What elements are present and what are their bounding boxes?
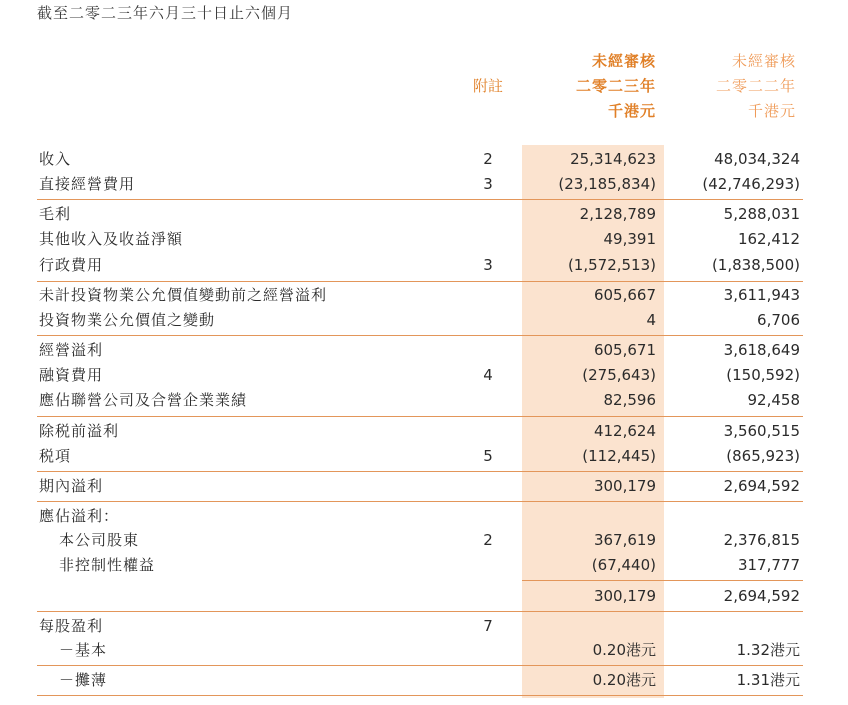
row-label: －攤薄	[59, 671, 108, 689]
row-label: 投資物業公允價值之變動	[39, 311, 216, 329]
row-label: 行政費用	[39, 256, 104, 274]
row-current-value: (1,572,513)	[567, 256, 656, 274]
row-current-value: 367,619	[593, 531, 656, 549]
row-label: 其他收入及收益淨額	[39, 230, 184, 248]
row-label: 應佔溢利：	[39, 507, 120, 525]
row-note: 2	[483, 150, 493, 168]
row-current-value: 2,128,789	[579, 205, 656, 223]
current-period-header	[522, 49, 656, 124]
row-previous-value: (1,838,500)	[711, 256, 800, 274]
table-row	[0, 553, 848, 578]
row-note: 3	[483, 256, 493, 274]
table-row	[0, 388, 848, 413]
row-previous-value: 6,706	[757, 311, 800, 329]
divider	[37, 199, 803, 200]
divider	[37, 611, 803, 612]
row-label: 直接經營費用	[39, 175, 136, 193]
row-label: 融資費用	[39, 366, 104, 384]
table-row	[0, 584, 848, 609]
row-label: 非控制性權益	[59, 556, 156, 574]
row-current-value: 412,624	[593, 422, 656, 440]
row-current-value: 605,667	[593, 286, 656, 304]
current-year: 二零二三年	[575, 77, 656, 95]
row-previous-value: (865,923)	[726, 447, 800, 465]
row-previous-value: 2,694,592	[723, 587, 800, 605]
row-current-value: 605,671	[593, 341, 656, 359]
row-label: 除税前溢利	[39, 422, 120, 440]
row-label: 毛利	[39, 205, 72, 223]
table-row	[0, 338, 848, 363]
row-previous-value: 48,034,324	[714, 150, 800, 168]
row-previous-value: 92,458	[747, 391, 800, 409]
divider	[37, 695, 803, 696]
current-unit: 千港元	[607, 102, 656, 120]
row-label: 未計投資物業公允價值變動前之經營溢利	[39, 286, 328, 304]
table-row	[0, 474, 848, 499]
current-audit-status: 未經審核	[591, 52, 656, 70]
row-previous-value: 3,618,649	[723, 341, 800, 359]
row-current-value: 300,179	[593, 587, 656, 605]
row-label: 每股盈利	[39, 617, 104, 635]
row-previous-value: 2,376,815	[723, 531, 800, 549]
table-row	[0, 363, 848, 388]
previous-year: 二零二二年	[715, 77, 796, 95]
row-label: 本公司股東	[59, 531, 140, 549]
note-column-header: 附註	[472, 77, 503, 95]
row-previous-value: 162,412	[737, 230, 800, 248]
row-previous-value: 317,777	[737, 556, 800, 574]
row-current-value: 0.20港元	[592, 671, 656, 689]
statement-period-title: 截至二零二三年六月三十日止六個月	[37, 4, 294, 22]
table-row	[0, 202, 848, 227]
row-label: 收入	[39, 150, 72, 168]
row-label: 經營溢利	[39, 341, 104, 359]
table-row	[0, 308, 848, 333]
table-row	[0, 419, 848, 444]
row-current-value: (23,185,834)	[558, 175, 656, 193]
table-row	[0, 283, 848, 308]
divider	[37, 665, 803, 666]
table-row	[0, 227, 848, 252]
previous-audit-status: 未經審核	[731, 52, 796, 70]
row-label: 應佔聯營公司及合營企業業績	[39, 391, 248, 409]
row-previous-value: (150,592)	[726, 366, 800, 384]
divider	[37, 281, 803, 282]
divider	[37, 335, 803, 336]
row-note: 2	[483, 531, 493, 549]
row-note: 7	[483, 617, 493, 635]
row-label: 税項	[39, 447, 72, 465]
row-note: 3	[483, 175, 493, 193]
divider	[37, 416, 803, 417]
table-row	[0, 253, 848, 278]
divider	[37, 471, 803, 472]
row-previous-value: 3,560,515	[723, 422, 800, 440]
table-row	[0, 668, 848, 693]
row-previous-value: 5,288,031	[723, 205, 800, 223]
table-row	[0, 638, 848, 663]
previous-unit: 千港元	[747, 102, 796, 120]
row-previous-value: 2,694,592	[723, 477, 800, 495]
row-current-value: 82,596	[603, 391, 656, 409]
row-note: 5	[483, 447, 493, 465]
row-previous-value: 1.32港元	[736, 641, 800, 659]
row-current-value: (275,643)	[582, 366, 656, 384]
divider	[522, 580, 803, 581]
row-label: －基本	[59, 641, 108, 659]
previous-period-header	[670, 49, 796, 124]
table-row	[0, 444, 848, 469]
table-row	[0, 504, 848, 529]
row-current-value: 0.20港元	[592, 641, 656, 659]
row-previous-value: 1.31港元	[736, 671, 800, 689]
table-row	[0, 147, 848, 172]
row-current-value: (112,445)	[582, 447, 656, 465]
row-note: 4	[483, 366, 493, 384]
divider	[37, 501, 803, 502]
row-previous-value: (42,746,293)	[702, 175, 800, 193]
table-row	[0, 172, 848, 197]
row-current-value: 4	[646, 311, 656, 329]
row-current-value: 49,391	[603, 230, 656, 248]
table-row	[0, 614, 848, 639]
row-label: 期內溢利	[39, 477, 104, 495]
row-current-value: (67,440)	[591, 556, 656, 574]
table-row	[0, 528, 848, 553]
row-current-value: 25,314,623	[570, 150, 656, 168]
row-previous-value: 3,611,943	[723, 286, 800, 304]
row-current-value: 300,179	[593, 477, 656, 495]
